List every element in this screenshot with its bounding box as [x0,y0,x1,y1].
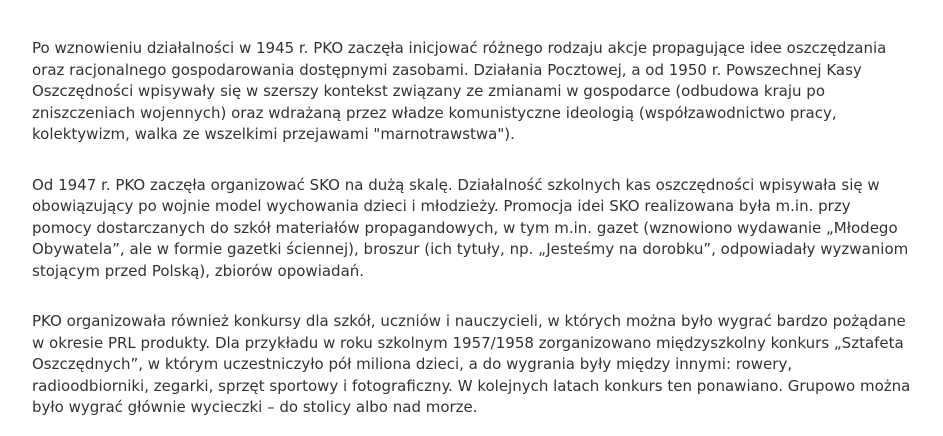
paragraph-postwar-pko: Po wznowieniu działalności w 1945 r. PKO zaczęła inicjować różnego rodzaju akcje propagujące idee oszczędzania oraz racjonalnego gospodarowania dostępnymi zasobami. Działania Pocztowej, a od 1950 r. Powszechnej Kasy Oszczędności wpisywały się w szerszy kontekst związany ze zmianami w gospodarce (odbudowa kraju po zniszczeniach wojennych) oraz wdrażaną przez władze komunistyczne ideologią (współzawodnictwo pracy, kolektywizm, walka ze wszelkimi przejawami "marnotrawstwa"). [32,39,887,143]
paragraph-sko-organization: Od 1947 r. PKO zaczęła organizować SKO na dużą skalę. Działalność szkolnych kas oszczędności wpisywała się w obowiązujący po wojnie model wychowania dzieci i młodzieży. Promocja idei SKO realizowana była m.in. przy pomocy dostarczanych do szkół materiałów propagandowych, w tym m.in. gazet (wznowiono wydawanie „Młodego Obywatela”, ale w formie gazetki ściennej), broszur (ich tytuły, np. „Jesteśmy na dorobku”, odpowiadały wyzwaniom stojącym przed Polską), zbiorów opowiadań. [32,175,909,280]
paragraph-contests: PKO organizowała również konkursy dla szkół, uczniów i nauczycieli, w których można było wygrać bardzo pożądane w okresie PRL produkty. Dla przykładu w roku szkolnym 1957/1958 zorganizowano międzyszkolny konkurs „Sztafeta Oszczędnych”, w którym uczestniczyło pół miliona dzieci, a do wygrania były między innymi: rowery, radioodbiorniki, zegarki, sprzęt sportowy i fotograficzny. W kolejnych latach konkurs ten ponawiano. Grupowo można było wygrać głównie wycieczki – do stolicy albo nad morze. [32,312,911,416]
article-body [32,38,912,419]
